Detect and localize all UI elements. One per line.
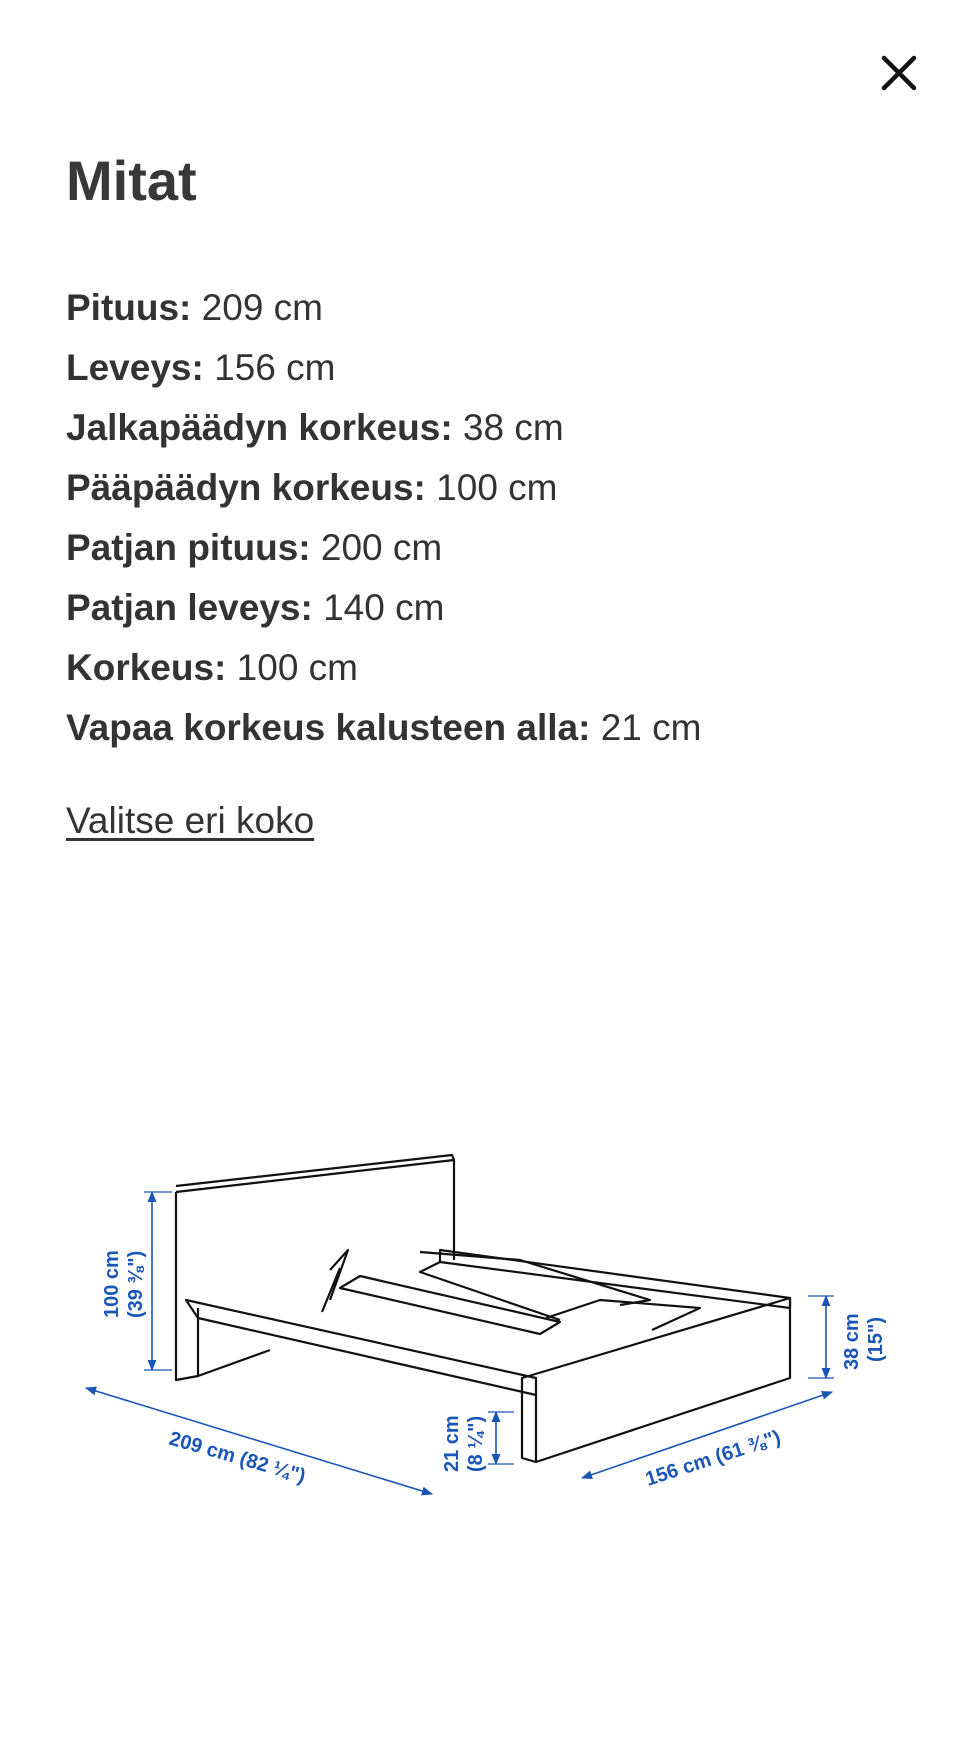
height-label-inches: (39 ⅜") <box>125 1250 147 1318</box>
close-icon <box>879 53 919 93</box>
dimension-row-footboard-height <box>66 398 702 458</box>
dimension-row-width <box>66 338 702 398</box>
choose-different-size-link[interactable]: Valitse eri koko <box>66 800 315 841</box>
dimension-row-headboard-height <box>66 458 702 518</box>
clearance-label-inches: (8 ¼") <box>465 1415 487 1472</box>
dimension-row-length <box>66 278 702 338</box>
close-button[interactable] <box>864 38 934 108</box>
dimension-value: 156 cm <box>214 347 336 388</box>
dimension-label: Leveys: <box>66 347 204 388</box>
dimension-value: 209 cm <box>201 287 324 328</box>
dimensions-list <box>66 278 702 758</box>
dimension-value: 200 cm <box>320 527 443 568</box>
footboard-label: 38 cm <box>841 1313 863 1370</box>
dimension-row-height <box>66 638 702 698</box>
dimension-label: Jalkapäädyn korkeus: <box>66 407 453 448</box>
clearance-label: 21 cm <box>441 1415 463 1472</box>
dimension-value: 100 cm <box>436 467 558 508</box>
dimension-value: 100 cm <box>236 647 359 688</box>
dimension-label: Patjan pituus: <box>66 527 311 568</box>
dimension-row-mattress-width <box>66 578 702 638</box>
dimension-value: 21 cm <box>600 707 702 748</box>
dimension-row-mattress-length <box>66 518 702 578</box>
height-label: 100 cm <box>101 1250 123 1318</box>
dimension-value: 38 cm <box>462 407 564 448</box>
bed-dimension-illustration <box>0 1120 960 1540</box>
dimension-label: Pääpäädyn korkeus: <box>66 467 426 508</box>
dimension-value: 140 cm <box>323 587 445 628</box>
dimension-label: Patjan leveys: <box>66 587 313 628</box>
width-label: 156 cm (61 ⅜") <box>642 1426 784 1491</box>
length-label: 209 cm (82 ¼") <box>166 1427 308 1488</box>
dimension-row-clearance <box>66 698 702 758</box>
dimension-label: Vapaa korkeus kalusteen alla: <box>66 707 591 748</box>
page-title: Mitat <box>66 149 197 212</box>
dimension-label: Korkeus: <box>66 647 227 688</box>
dimension-label: Pituus: <box>66 287 192 328</box>
footboard-label-inches: (15") <box>865 1316 887 1362</box>
